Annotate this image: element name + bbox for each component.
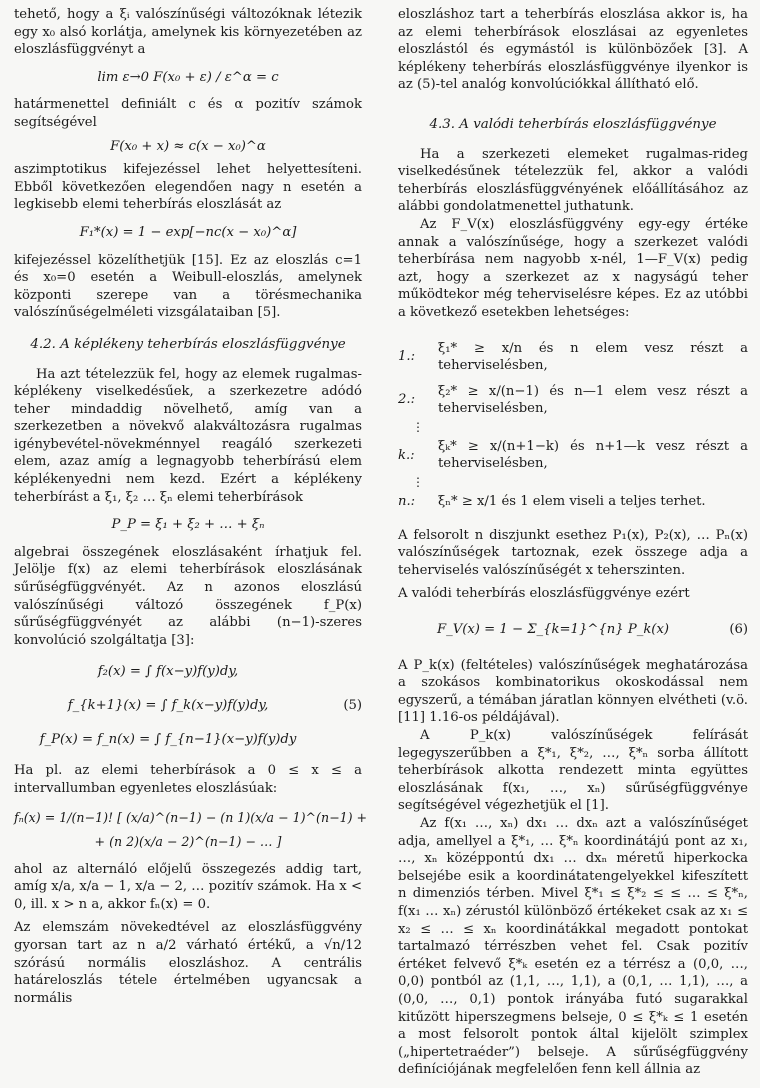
equation-number: (6) — [729, 622, 748, 638]
paragraph: Ha azt tételezzük fel, hogy az elemek rugalmas-képlékeny viselkedésűek, a szerkezetre adódó teher mindaddig növelhető, amíg van a szerkezetben a növekvő alakváltozásra rugalmas igénybevétel-növekménnyel reagáló szerkezeti elem, azaz amíg a legnagyobb teherbírású elem képlékenyedni nem kezd. Ezért a képlékeny teherbírást a ξ₁, ξ₂ … ξₙ elemi teherbírások — [14, 366, 362, 505]
left-column — [14, 6, 368, 1007]
list-item: n.: ξₙ* ≥ x/1 és 1 elem viseli a teljes terhet. — [398, 494, 706, 510]
equation-number: (5) — [343, 698, 362, 713]
paragraph: tehető, hogy a ξᵢ valószínűségi változóknak létezik egy x₀ alsó korlátja, amelynek kis környezetében az eloszlásfüggvényt a — [14, 7, 362, 58]
paragraph: eloszláshoz tart a teherbírás eloszlása akkor is, ha az elemi teherbírások eloszlásai az egyenletes eloszlástól és egymástól is különbözőek [3]. A képlékeny teherbírás eloszlásfüggvénye ilyenkor is az (5)-tel analóg konvolúciókkal állítható elő. — [398, 7, 748, 93]
list-item: 2.: ξ₂* ≥ x/(n−1) és n—1 elem vesz részt a teherviselésben, — [398, 383, 748, 417]
equation-convolution-2: f_{k+1}(x) = ∫ f_k(x−y)f(y)dy, (5) — [67, 698, 362, 713]
paragraph: A P_k(x) (feltételes) valószínűségek meghatározása a szokásos kombinatorikus okoskodással nem egyszerű, a témában járatlan könnyen elvétheti (v.ö. [11] 1.16-os példájával). — [398, 657, 748, 726]
equation-convolution-1: f₂(x) = ∫ f(x−y)f(y)dy, — [97, 664, 239, 680]
equation-6: F_V(x) = 1 − Σ_{k=1}^{n} P_k(x) (6) — [436, 622, 748, 638]
vertical-dots: ⋮ — [412, 475, 424, 490]
equation-sum: P_P = ξ₁ + ξ₂ + … + ξₙ — [111, 517, 265, 533]
paragraph: aszimptotikus kifejezéssel lehet helyettesíteni. Ebből következően elegendően nagy n esetén a legkisebb elemi teherbírás eloszlását az — [14, 162, 362, 213]
paragraph: Ha pl. az elemi teherbírások a 0 ≤ x ≤ a intervallumban egyenletes eloszlásúak: — [14, 763, 362, 796]
section-heading: 4.2. A képlékeny teherbírás eloszlásfüggvénye — [30, 336, 346, 352]
paragraph: A felsorolt n diszjunkt esethez P₁(x), P₂(x), … Pₙ(x) valószínűségek tartoznak, ezek összege adja a teherviselés valószínűségét x teherszinten. — [398, 527, 748, 578]
paragraph: Az F_V(x) eloszlásfüggvény egy-egy értéke annak a valószínűsége, hogy a szerkezet valódi teherbírása nem nagyobb x-nél, 1—F_V(x) pedig azt, hogy a szerkezet az x nagyságú teher működtekor még teherviselésre képes. Ez az utóbbi a következő esetekben lehetséges: — [398, 216, 748, 320]
right-column — [398, 6, 748, 1079]
paragraph: ahol az alternáló előjelű összegezés addig tart, amíg x/a, x/a − 1, x/a − 2, … pozitív számok. Ha x < 0, ill. x > n a, akkor fₙ(x) = 0. — [14, 861, 362, 912]
vertical-dots: ⋮ — [412, 419, 424, 434]
equation-weibull: F₁*(x) = 1 − exp[−nc(x − x₀)^α] — [79, 224, 297, 240]
equation-limit: lim ε→0 F(x₀ + ε) / ε^α = c — [97, 69, 279, 85]
paragraph: A P_k(x) valószínűségek felírását legegyszerűbben a ξ*₁, ξ*₂, …, ξ*ₙ sorba állított teherbírások alkotta rendezett minta együttes eloszlásának f(x₁, …, xₙ) sűrűségfüggvénye segítségével végezhetjük el [1]. — [398, 728, 748, 814]
equation-convolution-3: f_P(x) = f_n(x) = ∫ f_{n−1}(x−y)f(y)dy — [39, 731, 297, 747]
paragraph: határmenettel definiált c és α pozitív számok segítségével — [14, 97, 362, 130]
list-item: 1.: ξ₁* ≥ x/n és n elem vesz részt a teherviselésben, — [398, 340, 748, 374]
equation-asymptotic: F(x₀ + x) ≈ c(x − x₀)^α — [110, 138, 266, 154]
paragraph: Az elemszám növekedtével az eloszlásfüggvény gyorsan tart az n a/2 várható értékű, a √n/12 szórású normális eloszláshoz. A centrális határeloszlás tétele értelmében ugyancsak a normális — [14, 920, 362, 1006]
paragraph: Az f(x₁ …, xₙ) dx₁ … dxₙ azt a valószínűséget adja, amellyel a ξ*₁, … ξ*ₙ koordinátájú pont az x₁, …, xₙ középpontú dx₁ … dxₙ méretű hiperkocka belsejébe esik a koordinátatengelyekkel kifeszített n dimenziós térben. Mivel ξ*₁ ≤ ξ*₂ ≤ ≤ … ≤ ξ*ₙ, f(x₁ … xₙ) zérustól különböző értékeket csak az x₁ ≤ x₂ ≤ … ≤ xₙ koordinátákkal megadott pontokat tartalmazó térrészben vehet fel. Csak pozitív értéket felvevő ξ*ₖ esetén ez a térrész a (0,0, …, 0,0) pontból az (1,1, …, 1,1), a (0,1, … 1,1), …, a (0,0, …, 0,1) pontok irányába futó sugarakkal kitűzött hiperszegmens belseje, 0 ≤ ξ*ₖ ≤ 1 esetén a most felsorolt pontok által kijelölt szimplex („hipertetraéder”) belseje. A sűrűségfüggvény definíciójának megfelelően fenn kell állnia az — [398, 815, 748, 1078]
section-heading: 4.3. A valódi teherbírás eloszlásfüggvénye — [429, 116, 717, 132]
paragraph: kifejezéssel közelíthetjük [15]. Ez az eloszlás c=1 és x₀=0 esetén a Weibull-eloszlás, amelynek központi szerepe van a törésmechanika valószínűségelméleti vizsgálataiban [5]. — [14, 252, 362, 321]
paragraph: A valódi teherbírás eloszlásfüggvénye ezért — [398, 586, 690, 602]
paragraph: algebrai összegének eloszlásaként írhatjuk fel. Jelölje f(x) az elemi teherbírások eloszlásának sűrűségfüggvényét. Az n azonos eloszlású valószínűségi változó összegének f_P(x) sűrűségfüggvényét az alábbi (n−1)-szeres konvolúció szolgáltatja [3]: — [14, 544, 362, 648]
equation-uniform-1: fₙ(x) = 1/(n−1)! [ (x/a)^(n−1) − (n 1)(x/a − 1)^(n−1) + — [14, 810, 368, 826]
list-item: k.: ξₖ* ≥ x/(n+1−k) és n+1—k vesz részt a teherviselésben, — [398, 438, 748, 472]
paragraph: Ha a szerkezeti elemeket rugalmas-rideg viselkedésűnek tételezzük fel, akkor a valódi teherbírás eloszlásfüggvényének előállításához az alábbi gondolatmenettel juthatunk. — [398, 146, 748, 215]
equation-uniform-2: + (n 2)(x/a − 2)^(n−1) − … ] — [94, 833, 282, 849]
